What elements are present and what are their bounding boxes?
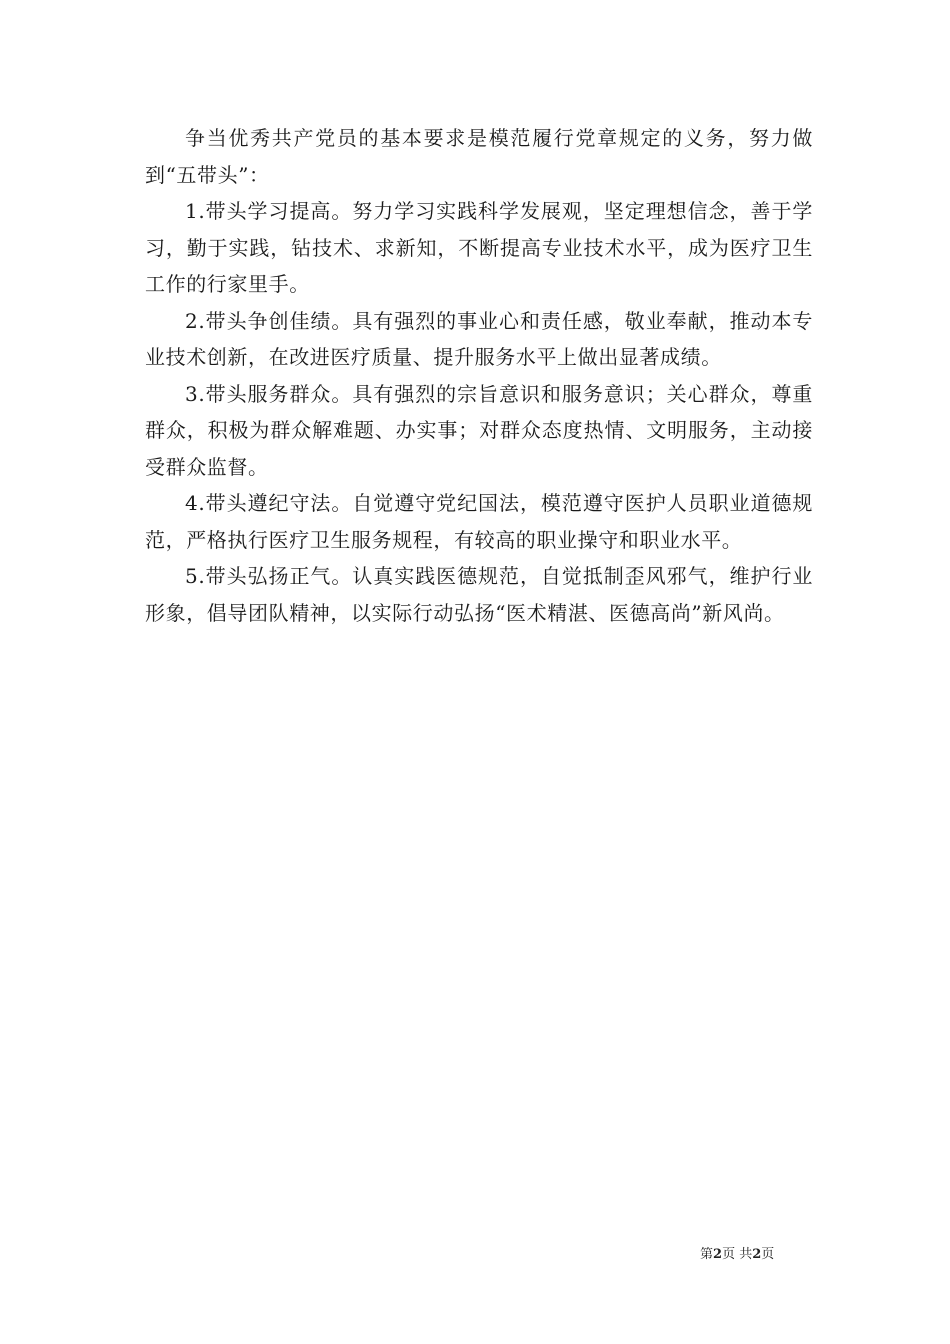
- footer-prefix: 第: [700, 1247, 714, 1262]
- item-2-paragraph: 2.带头争创佳绩。具有强烈的事业心和责任感，敬业奉献，推动本专业技术创新，在改进医疗质量、提升服务水平上做出显著成绩。: [145, 308, 813, 369]
- item-5-paragraph: 5.带头弘扬正气。认真实践医德规范，自觉抵制歪风邪气，维护行业形象，倡导团队精神，以实际行动弘扬“医术精湛、医德高尚”新风尚。: [145, 564, 813, 625]
- footer-suffix: 页: [761, 1247, 775, 1262]
- document-body: [145, 120, 813, 631]
- item-4-paragraph: 4.带头遵纪守法。自觉遵守党纪国法，模范遵守医护人员职业道德规范，严格执行医疗卫生服务规程，有较高的职业操守和职业水平。: [145, 491, 813, 552]
- item-1-paragraph: 1.带头学习提高。努力学习实践科学发展观，坚定理想信念，善于学习，勤于实践，钻技术、求新知，不断提高专业技术水平，成为医疗卫生工作的行家里手。: [145, 199, 813, 296]
- footer-current-page: 2: [713, 1247, 723, 1262]
- footer-total-pages: 2: [752, 1247, 762, 1262]
- item-3-paragraph: 3.带头服务群众。具有强烈的宗旨意识和服务意识；关心群众，尊重群众，积极为群众解难题、办实事；对群众态度热情、文明服务，主动接受群众监督。: [145, 381, 813, 479]
- footer-middle: 页 共: [722, 1247, 753, 1262]
- intro-paragraph: 争当优秀共产党员的基本要求是模范履行党章规定的义务，努力做到“五带头”：: [145, 126, 813, 187]
- page-number-footer: [700, 1246, 830, 1264]
